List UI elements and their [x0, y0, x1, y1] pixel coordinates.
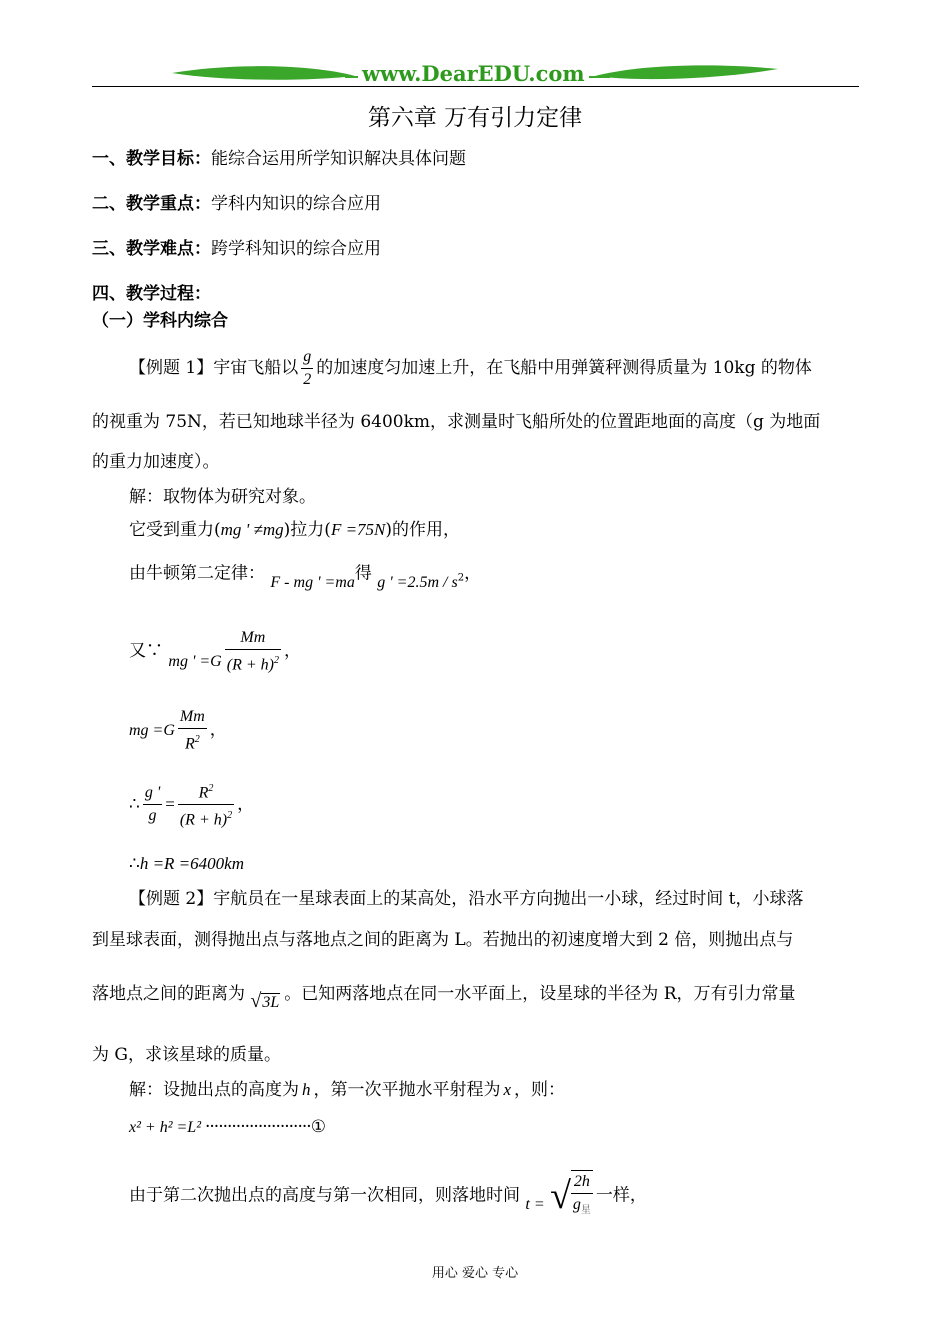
eq2-den-exp: 2	[194, 734, 200, 745]
section-heading: （一）学科内综合	[92, 311, 228, 331]
page-title: 第六章 万有引力定律	[367, 105, 583, 131]
eq2-den-wrap	[178, 729, 207, 755]
example2-eq1	[129, 1117, 326, 1138]
ex2-sol2-fraction	[571, 1170, 593, 1222]
example1-line2: 的视重为 75N，若已知地球半径为 6400km，求测量时飞船所处的位置距地面的高度（g 为地面	[92, 412, 821, 432]
example2-text-3a: 落地点之间的距离为	[92, 984, 245, 1004]
example1-eq1	[129, 627, 301, 676]
eq3-fraction-right	[178, 778, 234, 832]
eq1-end: ，	[283, 641, 301, 662]
eq3-num2: R	[198, 784, 209, 802]
ex2-sol2-b: 一样，	[595, 1185, 647, 1206]
ex2-sol2-den-wrap	[571, 1194, 593, 1222]
g-prime-value: g ' =2.5m / s	[377, 573, 458, 591]
eq3-therefore: ∴	[129, 794, 140, 815]
example2-line2: 到星球表面，测得抛出点与落地点之间的距离为 L。若抛出的初速度增大到 2 倍，则抛出点与	[92, 930, 794, 950]
eq1-because: 又∵	[129, 641, 163, 662]
example2-text-3b: 。已知两落地点在同一水平面上，设星球的半径为 R，万有引力常量	[284, 984, 796, 1004]
eq4-result: h =R =6400km	[139, 854, 244, 873]
objective-1-label: 一、教学目标：	[92, 149, 211, 169]
objective-2	[92, 194, 381, 214]
objective-3-text: 跨学科知识的综合应用	[211, 239, 381, 259]
eq3-num2-wrap	[178, 778, 234, 805]
eq3-den2-wrap	[178, 805, 234, 831]
ex2-eq1-dots: ························	[204, 1117, 311, 1137]
g-prime-exp: 2	[457, 572, 465, 583]
example1-eq3	[129, 778, 254, 832]
eq3-num1: g '	[143, 782, 162, 805]
example1-text-b: 的加速度匀加速上升，在飞船中用弹簧秤测得质量为 10kg 的物体	[316, 358, 812, 378]
example1-solution-3	[129, 560, 482, 591]
math-g-prime-result	[377, 572, 464, 592]
sol3-text-b: 得	[354, 563, 372, 584]
frac-numerator: g	[301, 346, 313, 369]
eq2-end: ，	[209, 720, 227, 741]
objective-1-text: 能综合运用所学知识解决具体问题	[211, 149, 466, 169]
ex2-sol2-a: 由于第二次抛出点的高度与第一次相同，则落地时间	[129, 1185, 520, 1206]
example1-line1	[129, 346, 812, 391]
eq1-fraction	[225, 627, 281, 676]
math-newton-law: F - mg ' =ma	[270, 573, 355, 591]
example1-solution-2	[129, 520, 460, 540]
sqrt-symbol-icon: √	[550, 1175, 571, 1218]
ex2-sol1-b: ，第一次平抛水平射程为	[313, 1080, 501, 1100]
ex2-sol1-x: x	[503, 1080, 512, 1099]
objective-3-label: 三、教学难点：	[92, 239, 211, 259]
eq1-den: (R + h)	[226, 656, 274, 674]
eq3-num2-exp: 2	[208, 783, 214, 794]
example1-text-a: 宇宙飞船以	[213, 358, 299, 378]
process-heading: 四、教学过程：	[92, 284, 211, 304]
ex2-eq1-math: x² + h² =L²	[129, 1119, 201, 1136]
objective-2-text: 学科内知识的综合应用	[211, 194, 381, 214]
eq1-den-wrap	[225, 650, 281, 676]
example2-line3	[92, 983, 796, 1012]
header-rule	[92, 86, 859, 87]
eq1-den-exp: 2	[273, 655, 279, 666]
eq2-fraction	[178, 706, 207, 755]
example1-tag: 【例题 1】	[129, 358, 214, 378]
example1-eq2	[129, 706, 227, 755]
sqrt-2h-over-g	[550, 1170, 596, 1222]
eq3-den1: g	[148, 807, 157, 825]
eq2-den: R	[184, 735, 195, 753]
eq1-lhs: mg ' =G	[168, 653, 222, 671]
example2-text-1: 宇航员在一星球表面上的某高处，沿水平方向抛出一小球，经过时间 t，小球落	[213, 889, 804, 909]
example2-solution-2	[129, 1170, 647, 1222]
ex2-sol1-h: h	[302, 1080, 311, 1099]
frac-denominator: 2	[303, 371, 312, 388]
objective-1	[92, 149, 466, 169]
eq3-den2: (R + h)	[179, 811, 228, 829]
eq3-end: ，	[237, 794, 255, 815]
logo-text: www.DearEDU.com	[358, 61, 589, 86]
sol2-text-a: 它受到重力(	[129, 520, 221, 540]
example1-line3: 的重力加速度）。	[92, 452, 220, 472]
ex2-sol2-den-sub: 星	[580, 1205, 591, 1217]
ex2-sol1-c: ，则：	[514, 1080, 566, 1100]
eq3-equals: =	[165, 794, 175, 814]
eq3-den2-exp: 2	[227, 810, 233, 822]
ex2-sol2-num: 2h	[571, 1171, 593, 1194]
sqrt-value: 3L	[262, 994, 280, 1011]
sqrt-symbol-icon: √	[250, 990, 262, 1012]
math-tension: F =75N	[330, 520, 386, 539]
eq4-therefore: ∴	[129, 854, 140, 874]
fraction-g-over-2	[301, 346, 313, 391]
example1-eq4	[129, 854, 244, 874]
example1-solution-1: 解：取物体为研究对象。	[129, 487, 316, 507]
example2-tag: 【例题 2】	[129, 889, 214, 909]
ex2-sol2-den: g	[572, 1196, 581, 1213]
page-footer: 用心 爱心 专心	[431, 1266, 519, 1281]
example2-line1	[129, 889, 803, 909]
example2-solution-1	[129, 1080, 565, 1100]
sol2-text-b: )拉力(	[283, 520, 331, 540]
eq2-num: Mm	[178, 706, 207, 729]
objective-2-label: 二、教学重点：	[92, 194, 211, 214]
eq3-fraction-left	[143, 782, 162, 827]
eq2-lhs: mg =G	[129, 722, 175, 740]
sol3-text-c: ，	[464, 563, 482, 584]
ex2-sol1-a: 解：设抛出点的高度为	[129, 1080, 299, 1100]
sol2-text-c: )的作用，	[385, 520, 461, 540]
eq1-num: Mm	[225, 627, 281, 650]
ex2-eq1-mark: ①	[310, 1117, 326, 1137]
math-mg-prime: mg ' ≠mg	[220, 520, 284, 539]
ex2-sol2-t: t =	[525, 1195, 545, 1213]
objective-3	[92, 239, 381, 259]
sol3-text-a: 由牛顿第二定律：	[129, 563, 265, 584]
example2-line4: 为 G，求该星球的质量。	[92, 1045, 281, 1065]
sqrt-3L	[250, 990, 284, 1012]
